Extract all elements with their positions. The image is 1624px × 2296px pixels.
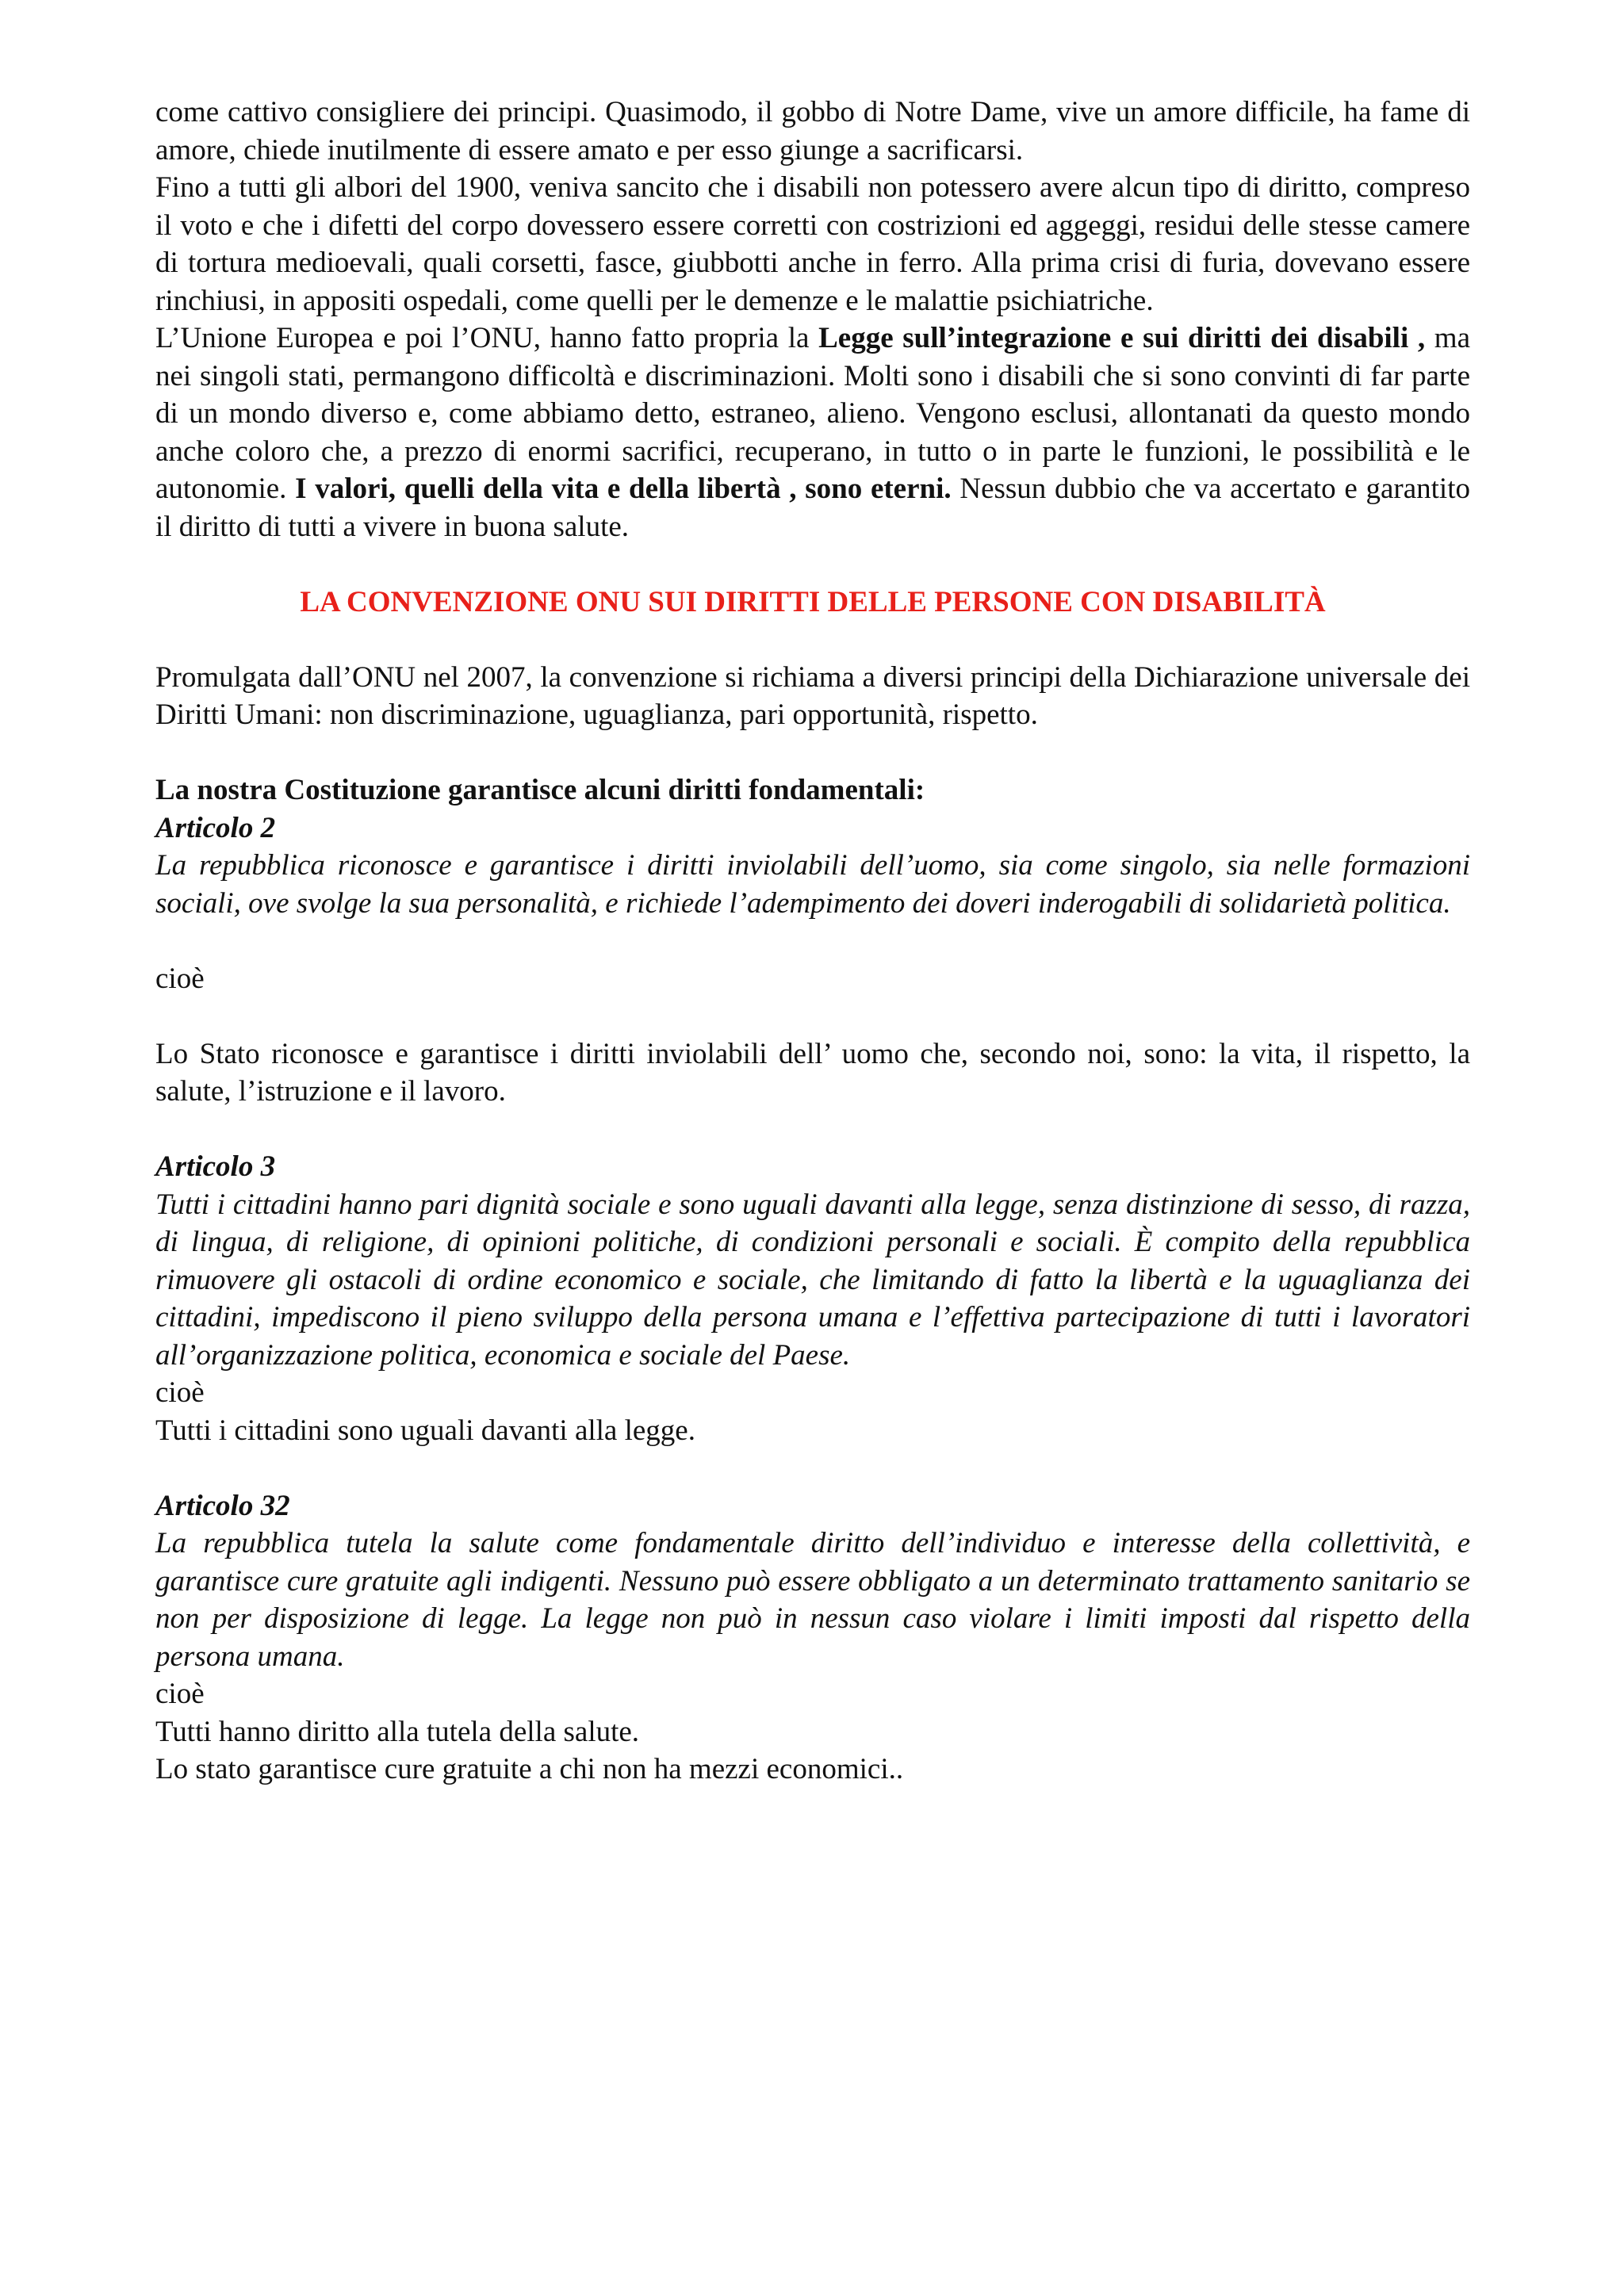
article-explanation: Lo Stato riconosce e garantisce i diritti inviolabili dell’ uomo che, secondo noi, sono: la vita, il rispetto, la salute, l’istruzione e il lavoro. bbox=[155, 1037, 1470, 1108]
intro-paragraph-3 bbox=[155, 320, 1470, 545]
cioe-label: cioè bbox=[155, 1376, 205, 1409]
article-title: Articolo 3 bbox=[155, 1150, 276, 1183]
article-text: Tutti i cittadini hanno pari dignità sociale e sono uguali davanti alla legge, senza distinzione di sesso, di razza, di lingua, di religione, di opinioni politiche, di condizioni personali e sociali. È compito della repubblica rimuovere gli ostacoli di ordine economico e sociale, che limitando di fatto la libertà e la uguaglianza dei cittadini, impediscono il pieno sviluppo della persona umana e l’effettiva partecipazione di tutti i lavoratori all’organizzazione politica, economica e sociale del Paese. bbox=[155, 1188, 1470, 1372]
spacer bbox=[155, 1111, 1470, 1149]
article-explanation: Tutti hanno diritto alla tutela della salute. bbox=[155, 1715, 640, 1748]
article-text: La repubblica tutela la salute come fondamentale diritto dell’individuo e interesse della collettività, e garantisce cure gratuite agli indigenti. Nessuno può essere obbligato a un determinato trattamento sanitario se non per disposizione di legge. La legge non può in nessun caso violare i limiti imposti dal rispetto della persona umana. bbox=[155, 1527, 1470, 1673]
article-title: Articolo 2 bbox=[155, 811, 276, 844]
intro-p3-part-b: ma nei singoli stati, permangono difficoltà e discriminazioni. Molti sono i disabili che si sono convinti di far parte di un mondo diverso e, come abbiamo detto, estraneo, alieno. Vengono esclusi, allontanati da questo mondo anche coloro che, a prezzo di enormi sacrifici, recuperano, in tutto o in parte le funzioni, le possibilità e le autonomie. bbox=[155, 322, 1470, 505]
spacer bbox=[155, 1449, 1470, 1487]
law-title-bold: Legge sull’integrazione e sui diritti dei disabili , bbox=[818, 322, 1426, 354]
cioe-label: cioè bbox=[155, 962, 205, 995]
spacer bbox=[155, 545, 1470, 584]
cioe-label: cioè bbox=[155, 1678, 205, 1710]
article-title: Articolo 32 bbox=[155, 1489, 290, 1522]
spacer bbox=[155, 734, 1470, 772]
article-explanation-2: Lo stato garantisce cure gratuite a chi non ha mezzi economici.. bbox=[155, 1753, 904, 1785]
article-text: La repubblica riconosce e garantisce i diritti inviolabili dell’uomo, sia come singolo, sia nelle formazioni sociali, ove svolge la sua personalità, e richiede l’adempimento dei doveri inderogabili di solidarietà politica. bbox=[155, 849, 1470, 920]
intro-paragraph-1: come cattivo consigliere dei principi. Quasimodo, il gobbo di Notre Dame, vive un amore difficile, ha fame di amore, chiede inutilmente di essere amato e per esso giunge a sacrificarsi. bbox=[155, 96, 1470, 166]
intro-p3-part-c: Nessun dubbio che va accertato e garantito il diritto di tutti a vivere in buona salute. bbox=[155, 473, 1470, 543]
intro-p3-part-a: L’Unione Europea e poi l’ONU, hanno fatto propria la bbox=[155, 322, 819, 354]
spacer bbox=[155, 997, 1470, 1035]
section-heading: LA CONVENZIONE ONU SUI DIRITTI DELLE PERSONE CON DISABILITÀ bbox=[300, 585, 1326, 618]
spacer bbox=[155, 621, 1470, 659]
convention-paragraph: Promulgata dall’ONU nel 2007, la convenzione si richiama a diversi principi della Dichiarazione universale dei Diritti Umani: non discriminazione, uguaglianza, pari opportunità, rispetto. bbox=[155, 660, 1470, 731]
document-page bbox=[155, 94, 1470, 1789]
intro-paragraph-2: Fino a tutti gli albori del 1900, veniva sancito che i disabili non potessero avere alcun tipo di diritto, compreso il voto e che i difetti del corpo dovessero essere corretti con costrizioni ed aggeggi, residui delle stesse camere di tortura medioevali, quali corsetti, fasce, giubbotti anche in ferro. Alla prima crisi di furia, dovevano essere rinchiusi, in appositi ospedali, come quelli per le demenze e le malattie psichiatriche. bbox=[155, 171, 1470, 317]
constitution-heading: La nostra Costituzione garantisce alcuni diritti fondamentali: bbox=[155, 774, 925, 806]
spacer bbox=[155, 922, 1470, 960]
values-statement-bold: I valori, quelli della vita e della libertà , sono eterni. bbox=[295, 473, 952, 505]
article-explanation: Tutti i cittadini sono uguali davanti alla legge. bbox=[155, 1414, 695, 1447]
